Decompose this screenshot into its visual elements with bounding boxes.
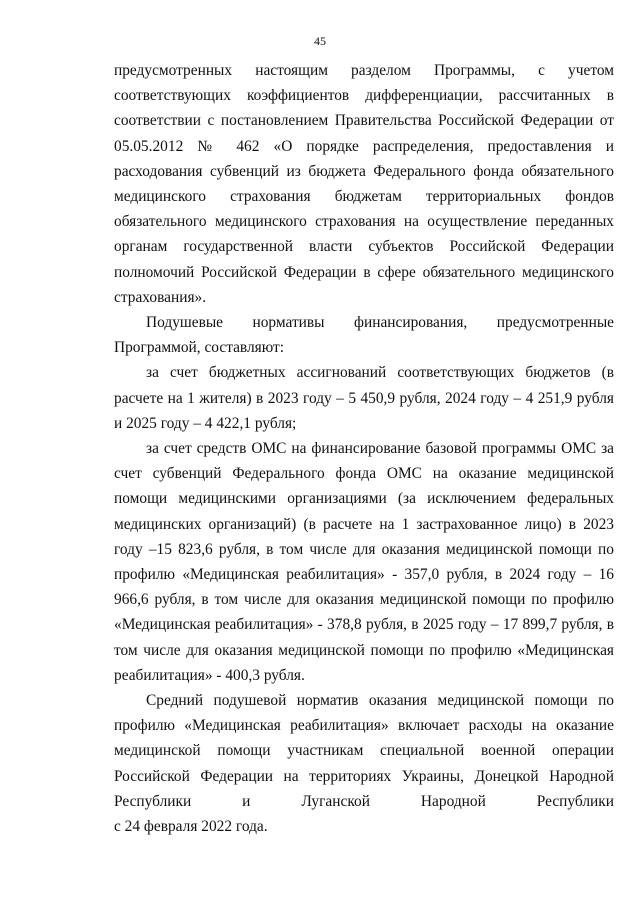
paragraph-program-coefficients: предусмотренных настоящим разделом Программы, с учетом соответствующих коэффициентов дифференциации, рассчитанных в соответствии с постановлением Правительства Российской Федерации от 05.05.2012 № 462 «О порядке распределения, предоставления и расходования субвенций из бюджета Федерального фонда обязательного медицинского страхования бюджетам территориальных фондов обязательного медицинского страхования на осуществление переданных органам государственной власти субъектов Российской Федерации полномочий Российской Федерации в сфере обязательного медицинского страхования». <box>114 62 614 306</box>
paragraph-per-capita-intro: Подушевые нормативы финансирования, предусмотренные Программой, составляют: <box>114 314 614 357</box>
paragraph-rehabilitation-date: с 24 февраля 2022 года. <box>114 818 268 836</box>
paragraph-rehabilitation-norm: Средний подушевой норматив оказания медицинской помощи по профилю «Медицинская реабилитация» включает расходы на оказание медицинской помощи участникам специальной военной операции Российской Федерации на территориях Украины, Донецкой Народной Республики и Луганской Народной Республики <box>114 692 614 810</box>
paragraph-budget-allocations: за счет бюджетных ассигнований соответствующих бюджетов (в расчете на 1 жителя) в 2023 году – 5 450,9 рубля, 2024 году – 4 251,9 рубля и 2025 году – 4 422,1 рубля; <box>114 364 614 432</box>
document-body <box>114 58 614 839</box>
page-number: 45 <box>314 34 326 48</box>
paragraph-oms-funding: за счет средств ОМС на финансирование базовой программы ОМС за счет субвенций Федерального фонда ОМС на оказание медицинской помощи медицинскими организациями (за исключением федеральных медицинских организаций) (в расчете на 1 застрахованное лицо) в 2023 году –15 823,6 рубля, в том числе для оказания медицинской помощи по профилю «Медицинская реабилитация» - 357,0 рубля, в 2024 году – 16 966,6 рубля, в том числе для оказания медицинской помощи по профилю «Медицинская реабилитация» - 378,8 рубля, в 2025 году – 17 899,7 рубля, в том числе для оказания медицинской помощи по профилю «Медицинская реабилитация» - 400,3 рубля. <box>114 440 614 684</box>
